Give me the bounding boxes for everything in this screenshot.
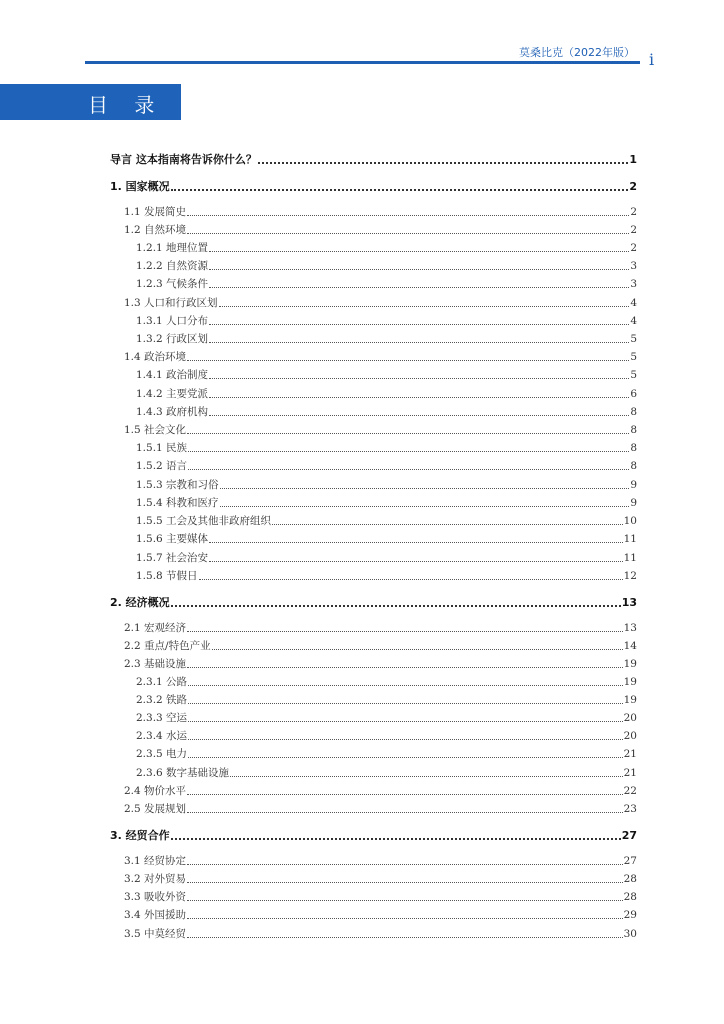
toc-entry[interactable]	[136, 747, 637, 761]
toc-entry-label: 1.3.2 行政区划	[136, 333, 209, 345]
toc-entry-page: 8	[630, 442, 637, 454]
toc-entry-page: 4	[630, 297, 637, 309]
toc-entry-label: 1.5.7 社会治安	[136, 552, 209, 564]
toc-entry[interactable]	[124, 872, 637, 886]
toc-entry-page: 13	[621, 596, 637, 609]
toc-entry[interactable]	[136, 314, 637, 328]
toc-entry-label: 1.1 发展简史	[124, 206, 187, 218]
toc-entry-page: 14	[623, 640, 637, 652]
toc-entry-label: 1. 国家概况	[110, 180, 170, 193]
toc-entry[interactable]	[110, 153, 637, 167]
toc-leader-dots	[209, 561, 623, 562]
toc-entry[interactable]	[124, 423, 637, 437]
toc-entry-page: 9	[630, 497, 637, 509]
toc-entry-label: 2.3.6 数字基础设施	[136, 767, 230, 779]
toc-entry[interactable]	[136, 459, 637, 473]
toc-entry-page: 19	[623, 694, 637, 706]
toc-leader-dots	[209, 397, 629, 398]
toc-entry-label: 1.5.6 主要媒体	[136, 533, 209, 545]
toc-entry-page: 21	[623, 767, 637, 779]
toc-entry-label: 2.4 物价水平	[124, 785, 187, 797]
toc-leader-dots	[209, 287, 629, 288]
toc-entry-page: 1	[629, 153, 637, 166]
toc-entry-label: 1.5.3 宗教和习俗	[136, 479, 219, 491]
toc-leader-dots	[209, 542, 623, 543]
toc-leader-dots	[188, 703, 623, 704]
toc-entry-page: 11	[623, 533, 637, 545]
toc-entry[interactable]	[124, 296, 637, 310]
toc-entry[interactable]	[136, 441, 637, 455]
toc-entry[interactable]	[124, 621, 637, 635]
toc-entry-page: 13	[623, 622, 637, 634]
toc-entry-page: 19	[623, 676, 637, 688]
toc-entry[interactable]	[124, 908, 637, 922]
toc-entry-label: 3.5 中莫经贸	[124, 928, 187, 940]
header-rule	[85, 61, 640, 64]
toc-entry-page: 8	[630, 424, 637, 436]
toc-entry-page: 28	[623, 873, 637, 885]
toc-entry[interactable]	[136, 729, 637, 743]
toc-entry[interactable]	[136, 766, 637, 780]
toc-entry-label: 1.5.4 科教和医疗	[136, 497, 219, 509]
toc-entry-label: 2.1 宏观经济	[124, 622, 187, 634]
toc-entry-page: 12	[623, 570, 637, 582]
toc-entry-label: 3.2 对外贸易	[124, 873, 187, 885]
toc-entry-page: 28	[623, 891, 637, 903]
toc-entry-page: 3	[630, 260, 637, 272]
toc-entry-page: 5	[630, 369, 637, 381]
page-number: i	[649, 50, 655, 69]
toc-entry-label: 2.3.3 空运	[136, 712, 188, 724]
toc-leader-dots	[187, 667, 623, 668]
toc-entry[interactable]	[136, 368, 637, 382]
toc-entry-page: 4	[630, 315, 637, 327]
toc-entry[interactable]	[136, 532, 637, 546]
toc-entry-label: 2.3.2 铁路	[136, 694, 188, 706]
toc-heading-banner	[0, 84, 181, 120]
toc-entry-label: 1.5.8 节假日	[136, 570, 198, 582]
toc-leader-dots	[171, 838, 621, 840]
toc-leader-dots	[188, 739, 623, 740]
toc-leader-dots	[209, 378, 629, 379]
toc-entry-label: 1.4.3 政府机构	[136, 406, 209, 418]
toc-entry-page: 21	[623, 748, 637, 760]
toc-entry[interactable]	[124, 639, 637, 653]
toc-leader-dots	[188, 469, 629, 470]
toc-entry-page: 9	[630, 479, 637, 491]
toc-leader-dots	[187, 433, 629, 434]
toc-entry[interactable]	[136, 514, 637, 528]
toc-entry[interactable]	[136, 332, 637, 346]
toc-entry-label: 2. 经济概况	[110, 596, 170, 609]
toc-entry[interactable]	[136, 387, 637, 401]
toc-leader-dots	[187, 864, 623, 865]
toc-entry[interactable]	[110, 596, 637, 610]
toc-entry[interactable]	[136, 675, 637, 689]
toc-entry-label: 3. 经贸合作	[110, 829, 170, 842]
toc-entry-label: 1.5.5 工会及其他非政府组织	[136, 515, 272, 527]
toc-entry-label: 3.3 吸收外资	[124, 891, 187, 903]
toc-entry-label: 2.3.5 电力	[136, 748, 188, 760]
toc-leader-dots	[171, 605, 621, 607]
toc-entry-page: 20	[623, 730, 637, 742]
toc-entry[interactable]	[124, 927, 637, 941]
toc-entry-page: 11	[623, 552, 637, 564]
toc-leader-dots	[187, 812, 623, 813]
toc-entry-label: 1.4.2 主要党派	[136, 388, 209, 400]
toc-entry-label: 3.4 外国援助	[124, 909, 187, 921]
toc-entry[interactable]	[124, 350, 637, 364]
toc-entry[interactable]	[136, 693, 637, 707]
toc-entry-label: 1.3.1 人口分布	[136, 315, 209, 327]
toc-entry[interactable]	[136, 551, 637, 565]
toc-entry-page: 2	[629, 180, 637, 193]
toc-entry-label: 1.2.1 地理位置	[136, 242, 209, 254]
toc-entry[interactable]	[136, 478, 637, 492]
toc-entry-label: 1.2.3 气候条件	[136, 278, 209, 290]
toc-entry[interactable]	[136, 569, 637, 583]
toc-entry[interactable]	[124, 890, 637, 904]
toc-entry-page: 27	[623, 855, 637, 867]
toc-entry[interactable]	[136, 259, 637, 273]
toc-entry-page: 2	[630, 242, 637, 254]
toc-leader-dots	[230, 776, 623, 777]
toc-heading: 目 录	[88, 93, 165, 117]
toc-entry-label: 2.3.4 水运	[136, 730, 188, 742]
toc-entry-label: 2.3 基础设施	[124, 658, 187, 670]
toc-leader-dots	[187, 794, 623, 795]
toc-entry[interactable]	[124, 205, 637, 219]
toc-entry[interactable]	[136, 405, 637, 419]
toc-leader-dots	[209, 324, 629, 325]
toc-leader-dots	[187, 918, 623, 919]
toc-leader-dots	[188, 757, 623, 758]
toc-leader-dots	[187, 937, 623, 938]
toc-entry-label: 1.5 社会文化	[124, 424, 187, 436]
toc-leader-dots	[188, 685, 623, 686]
toc-entry[interactable]	[136, 277, 637, 291]
toc-entry[interactable]	[124, 223, 637, 237]
toc-entry-label: 2.3.1 公路	[136, 676, 188, 688]
toc-leader-dots	[199, 579, 623, 580]
toc-entry-page: 3	[630, 278, 637, 290]
toc-entry[interactable]	[136, 711, 637, 725]
toc-entry-label: 1.4 政治环境	[124, 351, 187, 363]
toc-entry[interactable]	[136, 241, 637, 255]
toc-entry-page: 19	[623, 658, 637, 670]
toc-leader-dots	[209, 251, 629, 252]
toc-entry-page: 8	[630, 406, 637, 418]
toc-entry[interactable]	[124, 657, 637, 671]
toc-entry-page: 20	[623, 712, 637, 724]
toc-leader-dots	[188, 721, 623, 722]
toc-leader-dots	[187, 233, 629, 234]
toc-entry-label: 1.3 人口和行政区划	[124, 297, 218, 309]
toc-entry-page: 5	[630, 351, 637, 363]
toc-leader-dots	[212, 649, 623, 650]
toc-entry-label: 2.5 发展规划	[124, 803, 187, 815]
toc-leader-dots	[187, 900, 623, 901]
toc-entry[interactable]	[110, 180, 637, 194]
toc-leader-dots	[209, 269, 629, 270]
toc-entry-page: 5	[630, 333, 637, 345]
toc-entry-label: 1.2.2 自然资源	[136, 260, 209, 272]
toc-entry-page: 27	[621, 829, 637, 842]
toc-leader-dots	[258, 162, 629, 164]
toc-leader-dots	[187, 631, 623, 632]
toc-leader-dots	[272, 524, 623, 525]
toc-entry-label: 1.5.1 民族	[136, 442, 188, 454]
toc-entry-label: 1.5.2 语言	[136, 460, 188, 472]
toc-entry[interactable]	[110, 829, 637, 843]
toc-leader-dots	[171, 189, 629, 191]
toc-entry-page: 30	[623, 928, 637, 940]
toc-entry-page: 2	[630, 206, 637, 218]
toc-entry[interactable]	[124, 784, 637, 798]
toc-entry-label: 2.2 重点/特色产业	[124, 640, 211, 652]
toc-entry-page: 10	[623, 515, 637, 527]
toc-leader-dots	[209, 342, 629, 343]
toc-entry-page: 6	[630, 388, 637, 400]
toc-entry-label: 1.4.1 政治制度	[136, 369, 209, 381]
toc-entry[interactable]	[124, 802, 637, 816]
toc-entry-page: 2	[630, 224, 637, 236]
toc-entry-label: 导言 这本指南将告诉你什么？	[110, 153, 257, 166]
toc-leader-dots	[188, 451, 629, 452]
toc-leader-dots	[220, 488, 630, 489]
toc-entry[interactable]	[136, 496, 637, 510]
toc-leader-dots	[187, 360, 629, 361]
toc-entry-label: 3.1 经贸协定	[124, 855, 187, 867]
toc-leader-dots	[209, 415, 629, 416]
toc-entry-page: 22	[623, 785, 637, 797]
toc-leader-dots	[187, 882, 623, 883]
toc-entry-page: 8	[630, 460, 637, 472]
toc-entry-page: 23	[623, 803, 637, 815]
toc-leader-dots	[219, 306, 630, 307]
toc-entry[interactable]	[124, 854, 637, 868]
toc-entry-label: 1.2 自然环境	[124, 224, 187, 236]
toc-leader-dots	[220, 506, 630, 507]
toc-entry-page: 29	[623, 909, 637, 921]
running-header-title: 莫桑比克（2022年版）	[519, 46, 635, 59]
toc-leader-dots	[187, 215, 629, 216]
